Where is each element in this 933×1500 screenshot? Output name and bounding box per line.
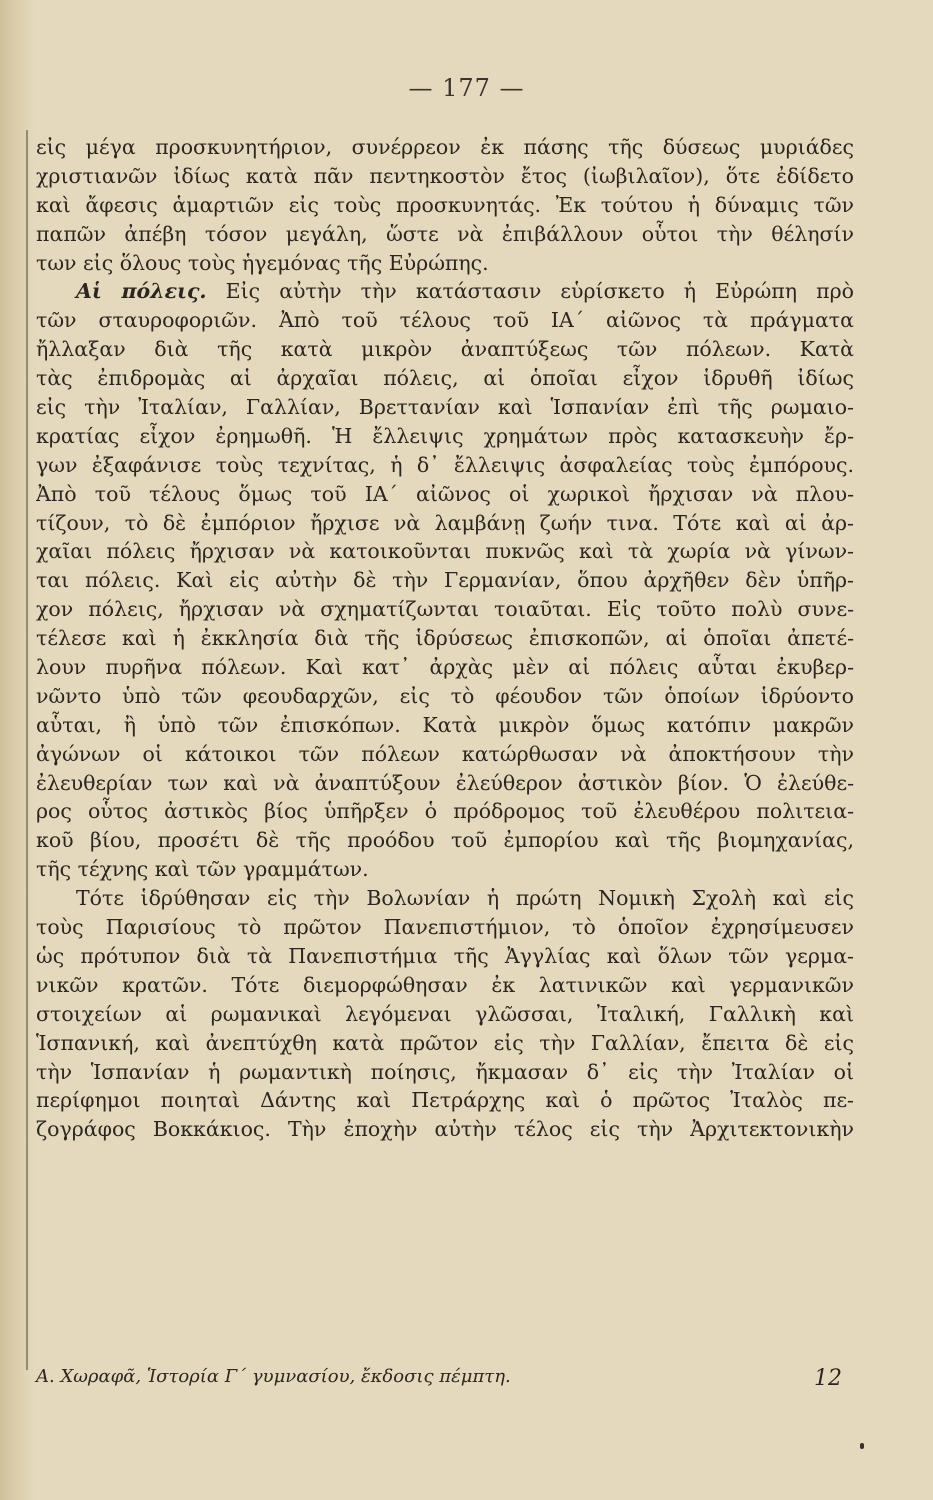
- text-line: κρατίας εἶχον ἐρημωθῆ. Ἡ ἔλλειψις χρημάτων πρὸς κατασκευὴν ἔρ-: [36, 423, 854, 448]
- ink-speck: [860, 1443, 864, 1449]
- page-footer: [36, 1366, 842, 1391]
- text-line: λουν πυρῆνα πόλεων. Καὶ κατ᾿ ἀρχὰς μὲν αἱ πόλεις αὗται ἐκυβερ-: [36, 655, 854, 680]
- text-line: τῆς τέχνης καὶ τῶν γραμμάτων.: [36, 857, 369, 882]
- text-line: παπῶν ἀπέβη τόσον μεγάλη, ὥστε νὰ ἐπιβάλλουν οὗτοι τὴν θέλησίν: [36, 221, 854, 246]
- text-line: Εἰς αὐτὴν τὴν κατάστασιν εὑρίσκετο ἡ Εὐρώπη πρὸ: [206, 279, 854, 304]
- text-line: Ἱσπανική, καὶ ἀνεπτύχθη κατὰ πρῶτον εἰς τὴν Γαλλίαν, ἔπειτα δὲ εἰς: [36, 1030, 854, 1055]
- text-line: τίζουν, τὸ δὲ ἐμπόριον ἤρχισε νὰ λαμβάνῃ ζωήν τινα. Τότε καὶ αἱ ἀρ-: [36, 510, 854, 535]
- text-line: τὴν Ἱσπανίαν ἡ ρωμαντικὴ ποίησις, ἤκμασαν δ᾿ εἰς τὴν Ἰταλίαν οἱ: [36, 1059, 854, 1084]
- text-line: κοῦ βίου, προσέτι δὲ τῆς προόδου τοῦ ἐμπορίου καὶ τῆς βιομηχανίας,: [36, 828, 854, 853]
- page-edge-shadow: [0, 0, 34, 1500]
- body-text: [36, 133, 854, 1144]
- text-line: εἰς τὴν Ἰταλίαν, Γαλλίαν, Βρεττανίαν καὶ Ἱσπανίαν ἐπὶ τῆς ρωμαιο-: [36, 395, 854, 420]
- text-line: περίφημοι ποιηταὶ Δάντης καὶ Πετράρχης καὶ ὁ πρῶτος Ἰταλὸς πε-: [36, 1088, 854, 1113]
- text-line: τῶν σταυροφοριῶν. Ἀπὸ τοῦ τέλους τοῦ ΙΑ΄ αἰῶνος τὰ πράγματα: [36, 308, 854, 333]
- text-line: ὡς πρότυπον διὰ τὰ Πανεπιστήμια τῆς Ἀγγλίας καὶ ὅλων τῶν γερμα-: [36, 943, 854, 968]
- text-line: ται πόλεις. Καὶ εἰς αὐτὴν δὲ τὴν Γερμανίαν, ὅπου ἀρχῆθεν δὲν ὑπῆρ-: [36, 568, 854, 593]
- text-line: νικῶν κρατῶν. Τότε διεμορφώθησαν ἐκ λατινικῶν καὶ γερμανικῶν: [36, 972, 854, 997]
- text-line: ἤλλαξαν διὰ τῆς κατὰ μικρὸν ἀναπτύξεως τῶν πόλεων. Κατὰ: [36, 337, 854, 362]
- text-line: των εἰς ὅλους τοὺς ἡγεμόνας τῆς Εὐρώπης.: [36, 250, 489, 275]
- text-line: εἰς μέγα προσκυνητήριον, συνέρρεον ἐκ πάσης τῆς δύσεως μυριάδες: [36, 135, 854, 159]
- text-line: τέλεσε καὶ ἡ ἐκκλησία διὰ τῆς ἱδρύσεως ἐπισκοπῶν, αἱ ὁποῖαι ἀπετέ-: [36, 626, 854, 651]
- text-line: καὶ ἄφεσις ἁμαρτιῶν εἰς τοὺς προσκυνητάς. Ἐκ τούτου ἡ δύναμις τῶν: [36, 192, 854, 217]
- text-line: Τότε ἱδρύθησαν εἰς τὴν Βολωνίαν ἡ πρώτη Νομικὴ Σχολὴ καὶ εἰς: [76, 886, 854, 911]
- text-line: αὗται, ἢ ὑπὸ τῶν ἐπισκόπων. Κατὰ μικρὸν ὅμως κατόπιν μακρῶν: [36, 712, 854, 737]
- text-line: ἐλευθερίαν των καὶ νὰ ἀναπτύξουν ἐλεύθερον ἀστικὸν βίον. Ὁ ἐλεύθε-: [36, 770, 854, 795]
- text-line: χριστιανῶν ἰδίως κατὰ πᾶν πεντηκοστὸν ἔτος (ἰωβιλαῖον), ὅτε ἐδίδετο: [36, 163, 854, 188]
- text-line: νῶντο ὑπὸ τῶν φεουδαρχῶν, εἰς τὸ φέουδον τῶν ὁποίων ἱδρύοντο: [36, 683, 854, 708]
- text-line: τὰς ἐπιδρομὰς αἱ ἀρχαῖαι πόλεις, αἱ ὁποῖαι εἶχον ἱδρυθῆ ἰδίως: [36, 366, 854, 391]
- section-line: [36, 277, 854, 306]
- text-line: χον πόλεις, ἤρχισαν νὰ σχηματίζωνται τοιαῦται. Εἰς τοῦτο πολὺ συνε-: [36, 597, 854, 622]
- text-line: στοιχείων αἱ ρωμανικαὶ λεγόμεναι γλῶσσαι, Ἰταλική, Γαλλικὴ καὶ: [36, 1001, 854, 1026]
- text-line: γων ἐξαφάνισε τοὺς τεχνίτας, ἡ δ᾿ ἔλλειψις ἀσφαλείας τοὺς ἐμπόρους.: [36, 452, 854, 477]
- text-line: χαῖαι πόλεις ἤρχισαν νὰ κατοικοῦνται πυκνῶς καὶ τὰ χωρία νὰ γίνων-: [36, 539, 854, 564]
- signature-number: 12: [814, 1366, 842, 1391]
- text-line: ζογράφος Βοκκάκιος. Τὴν ἐποχὴν αὐτὴν τέλος εἰς τὴν Ἀρχιτεκτονικὴν: [36, 1117, 854, 1142]
- text-line: ρος οὗτος ἀστικὸς βίος ὑπῆρξεν ὁ πρόδρομος τοῦ ἐλευθέρου πολιτεια-: [36, 799, 854, 824]
- page-number: — 177 —: [408, 74, 525, 102]
- text-line: ἀγώνων οἱ κάτοικοι τῶν πόλεων κατώρθωσαν νὰ ἀποκτήσουν τὴν: [36, 741, 854, 766]
- footer-citation: Α. Χωραφᾶ, Ἱστορία Γ΄ γυμνασίου, ἔκδοσις πέμπτη.: [36, 1366, 511, 1387]
- text-line: τοὺς Παρισίους τὸ πρῶτον Πανεπιστήμιον, τὸ ὁποῖον ἐχρησίμευσεν: [36, 915, 854, 940]
- section-heading: Αἱ πόλεις.: [76, 279, 207, 304]
- binding-edge: [26, 130, 28, 1370]
- text-line: Ἀπὸ τοῦ τέλους ὅμως τοῦ ΙΑ΄ αἰῶνος οἱ χωρικοὶ ἤρχισαν νὰ πλου-: [36, 481, 854, 506]
